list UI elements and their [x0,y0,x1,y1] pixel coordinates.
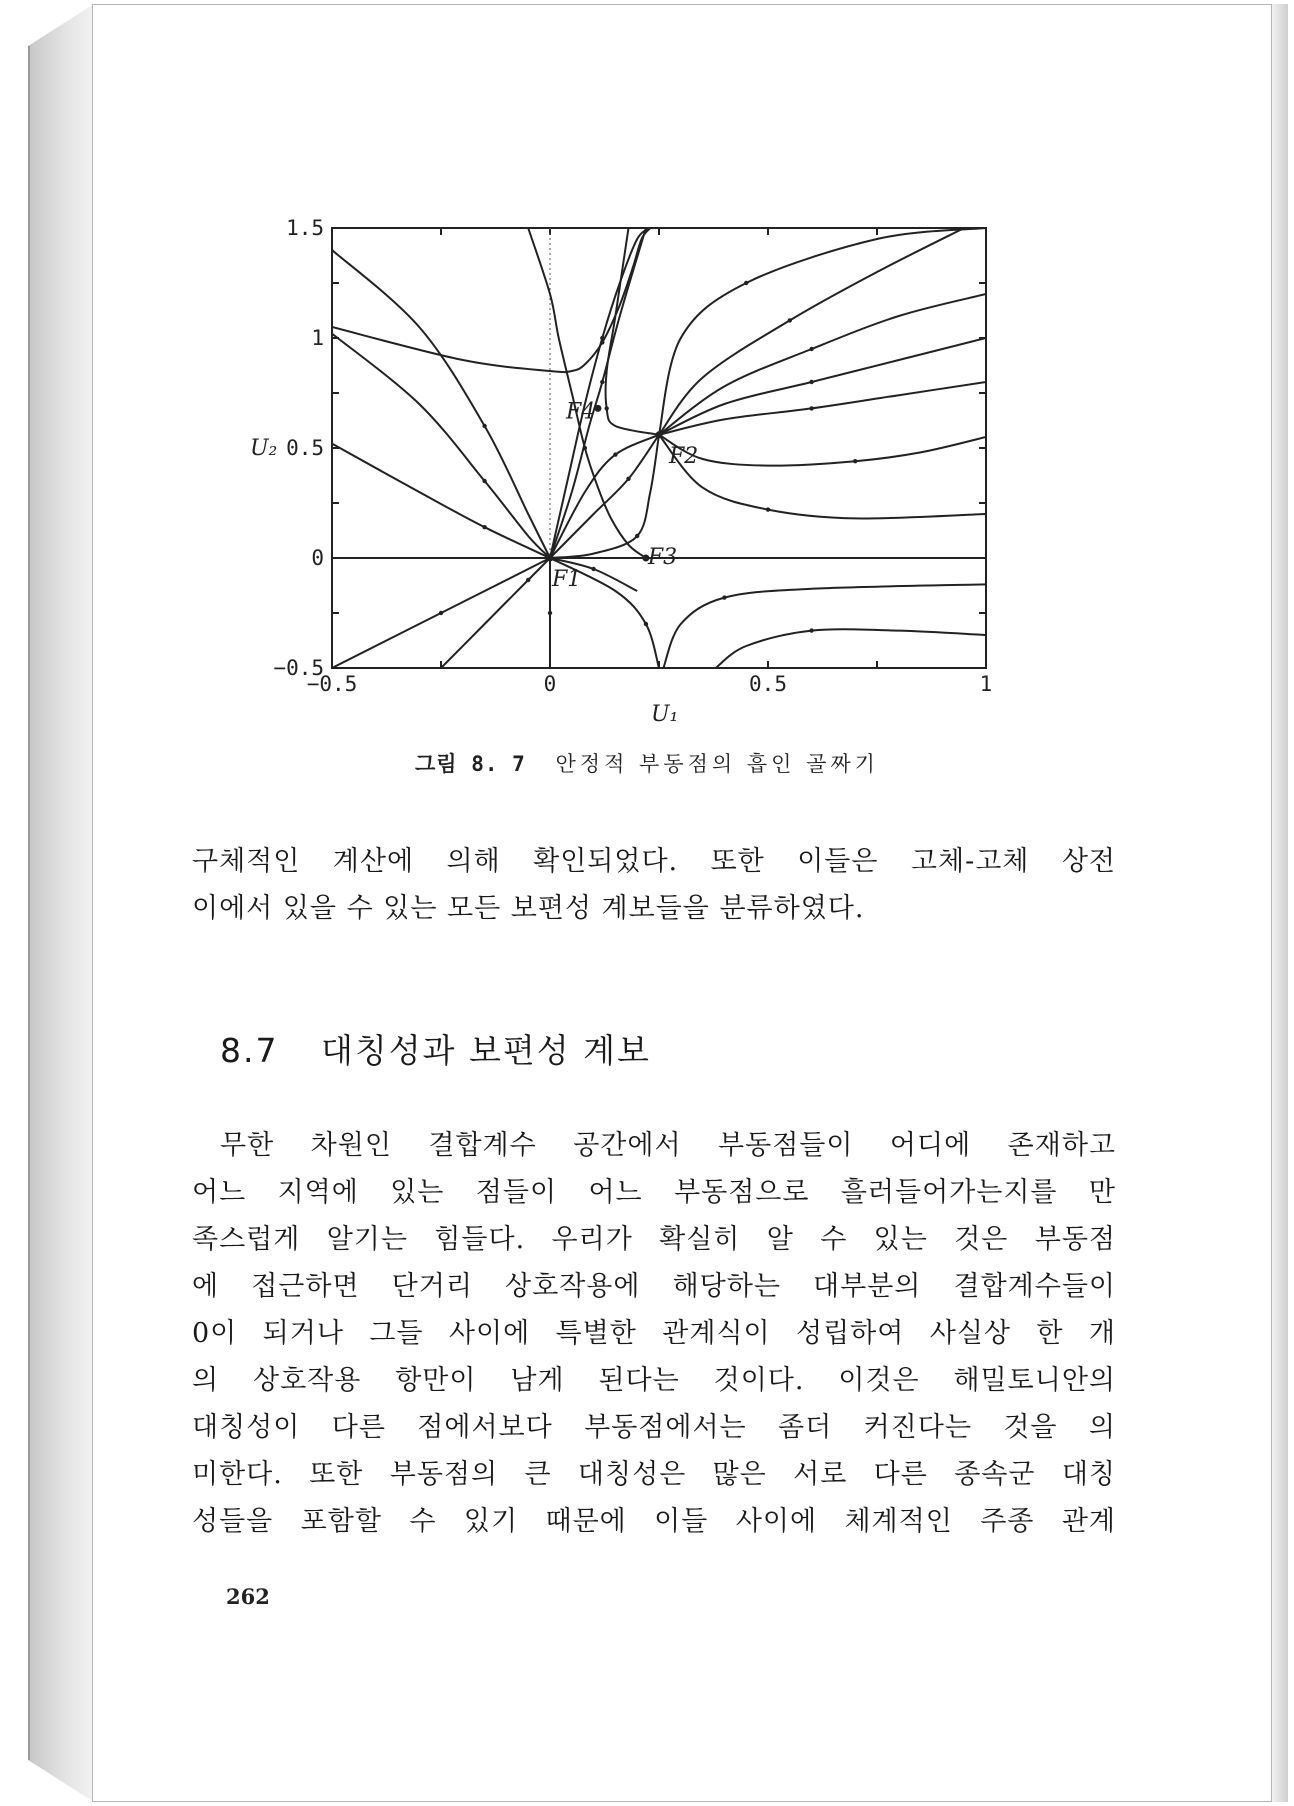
flow-marker [604,406,608,410]
text-line: 무한 차원인 결합계수 공간에서 부동점들이 어디에 존재하고 [220,1130,1116,1161]
flow-marker [644,622,648,626]
flow-line [659,338,986,435]
flow-marker [526,578,530,582]
flow-line [606,228,659,435]
flow-line [550,435,659,558]
y-tick-label: 1.5 [286,216,324,240]
flow-marker [809,380,813,384]
flow-diagram-chart [0,0,1294,740]
flow-marker [788,318,792,322]
fixed-point [656,431,663,438]
section-heading [220,1025,651,1072]
flow-marker [809,406,813,410]
flow-marker [600,380,604,384]
x-tick-label: 0 [543,672,557,696]
flow-line [332,228,650,372]
flow-marker [809,347,813,351]
flow-line [659,294,986,435]
flow-line [332,250,550,558]
fixed-point [547,555,554,562]
figure-number: 그림 8. 7 [415,752,526,776]
flow-line [332,444,550,558]
flow-marker [482,525,486,529]
flow-line [550,435,659,558]
text-line: 에 접근하면 단거리 상호작용에 해당하는 대부분의 결합계수들이 [192,1271,1116,1302]
x-axis-label: U₁ [651,702,679,727]
y-tick-label: 0 [311,546,324,570]
flow-marker [482,424,486,428]
flow-line [716,629,986,668]
flow-line [659,228,964,435]
flow-marker [482,479,486,483]
figure-caption [0,748,1294,778]
flow-marker [722,595,726,599]
flow-marker [591,567,595,571]
flow-marker [600,336,604,340]
text-line: 0이 되거나 그들 사이에 특별한 관계식이 성립하여 사실상 한 개 [192,1318,1116,1349]
flow-marker [548,611,552,615]
x-tick-label: −0.5 [306,672,358,696]
flow-marker [626,477,630,481]
flow-marker [809,628,813,632]
fixed-point-label: F4 [565,399,596,425]
flow-marker [853,459,857,463]
flow-line [659,228,986,435]
section-number: 8.7 [220,1031,279,1070]
plot-frame [332,228,986,668]
y-axis-label: U₂ [250,436,278,461]
text-line: 성들을 포함할 수 있기 때문에 이들 사이에 체계적인 주종 관계 [192,1506,1116,1537]
figure [0,0,1294,740]
flow-line [441,558,550,668]
y-tick-label: 0.5 [286,436,324,460]
figure-title: 안정적 부동점의 흡인 골짜기 [555,752,879,776]
fixed-point-label: F1 [552,567,582,592]
text-line: 어느 지역에 있는 점들이 어느 부동점으로 흘러들어가는지를 만 [192,1177,1116,1208]
text-line: 대칭성이 다른 점에서보다 부동점에서는 좀더 커진다는 것을 의 [192,1412,1116,1443]
flow-line [550,435,659,558]
paragraph-intro [192,838,1116,932]
fixed-point-label: F2 [669,443,699,469]
text-line: 이에서 있을 수 있는 모든 보편성 계보들을 분류하였다. [192,893,865,924]
y-tick-label: −0.5 [273,656,324,680]
page-number: 262 [226,1584,270,1609]
flow-line [659,435,986,519]
text-line: 족스럽게 알기는 힘들다. 우리가 확실히 알 수 있는 것은 부동점 [192,1224,1116,1255]
fixed-point [594,405,601,412]
text-line: 의 상호작용 항만이 남게 된다는 것이다. 이것은 해밀토니안의 [192,1365,1116,1396]
flow-marker [635,534,639,538]
text-line: 미한다. 또한 부동점의 큰 대칭성은 많은 서로 다른 종속군 대칭 [192,1459,1116,1490]
section-title: 대칭성과 보편성 계보 [320,1031,651,1070]
flow-marker [439,611,443,615]
fixed-point-label: F3 [647,545,678,570]
flow-line [663,584,986,668]
x-tick-label: 1 [979,672,993,696]
text-line: 구체적인 계산에 의해 확인되었다. 또한 이들은 고체-고체 상전 [192,846,1116,877]
flow-marker [766,507,770,511]
flow-line [659,382,986,435]
y-tick-label: 1 [311,326,324,350]
paragraph-main [192,1122,1116,1545]
flow-line [659,435,986,466]
x-tick-label: 0.5 [749,672,787,696]
flow-marker [744,281,748,285]
flow-marker [613,452,617,456]
